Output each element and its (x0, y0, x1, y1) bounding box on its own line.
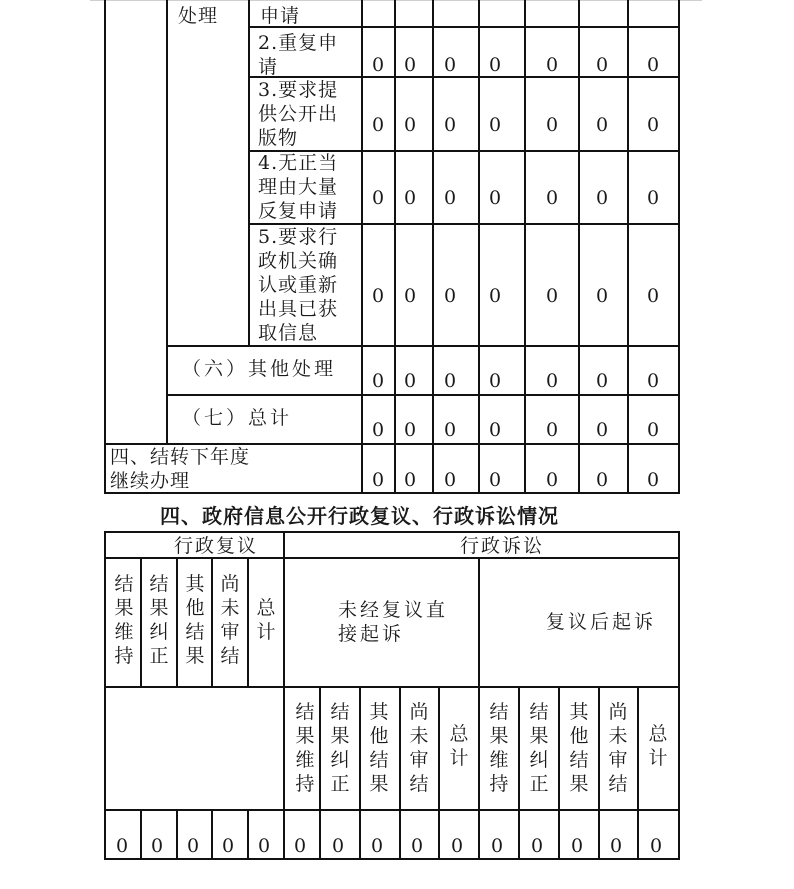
table-cell-value: 0 (443, 114, 457, 136)
table-cell-value: 0 (545, 419, 559, 441)
table-cell-value: 0 (570, 835, 584, 857)
row-label-carry-line2: 继续办理 (110, 470, 191, 492)
col-review-total: 总计 (256, 597, 276, 643)
col-review-upheld: 结果维持 (114, 573, 134, 667)
col-direct-pending: 尚未审结 (409, 701, 429, 795)
grid-line-horizontal (104, 809, 680, 811)
row-label-other-processing: （六）其他处理 (182, 358, 337, 380)
sub-row-label-line: 出具已获 (258, 298, 339, 320)
sub-row-label-line: 取信息 (258, 322, 319, 344)
grid-line-horizontal (248, 26, 680, 28)
table-cell-value: 0 (371, 187, 385, 209)
table-cell-value: 0 (488, 285, 502, 307)
table-cell-value: 0 (403, 419, 417, 441)
table-cell-value: 0 (488, 187, 502, 209)
grid-line-vertical (176, 809, 178, 860)
table-cell-value: 0 (410, 835, 424, 857)
table-cell-value: 0 (545, 187, 559, 209)
table-cell-value: 0 (371, 285, 385, 307)
header-direct-suit: 未经复议直接起诉 (338, 599, 449, 645)
grid-line-vertical (319, 686, 321, 860)
col-after-other: 其他结果 (569, 701, 589, 795)
table-cell-value: 0 (595, 469, 609, 491)
table-cell-value: 0 (649, 835, 663, 857)
table-cell-value: 0 (646, 54, 660, 76)
table-cell-value: 0 (443, 370, 457, 392)
col-after-corrected: 结果纠正 (529, 701, 549, 795)
table-cell-value: 0 (257, 835, 271, 857)
grid-line-vertical (524, 0, 526, 494)
grid-line-vertical (637, 686, 639, 860)
table-cell-value: 0 (443, 54, 457, 76)
table-cell-value: 0 (115, 835, 129, 857)
table-cell-value: 0 (595, 419, 609, 441)
table-cell-value: 0 (646, 370, 660, 392)
table-cell-value: 0 (186, 835, 200, 857)
table-cell-value: 0 (530, 835, 544, 857)
table-cell-value: 0 (371, 54, 385, 76)
sub-row-label-line: 政机关确 (258, 250, 339, 272)
table-cell-value: 0 (221, 835, 235, 857)
table-cell-value: 0 (595, 187, 609, 209)
sub-row-label-line: 理由大量 (258, 176, 339, 198)
table-cell-value: 0 (293, 835, 307, 857)
table-cell-value: 0 (488, 419, 502, 441)
table-cell-value: 0 (595, 54, 609, 76)
table-cell-value: 0 (443, 419, 457, 441)
sub-row-label-line: 2.重复申 (258, 32, 339, 54)
grid-line-vertical (140, 557, 142, 688)
grid-line-vertical (211, 809, 213, 860)
table-cell-value: 0 (150, 835, 164, 857)
grid-line-vertical (518, 686, 520, 860)
table-cell-value: 0 (646, 114, 660, 136)
grid-line-vertical (166, 0, 168, 445)
row-label-process: 处理 (178, 5, 219, 27)
grid-line-horizontal (104, 492, 680, 494)
grid-line-vertical (678, 531, 680, 860)
grid-line-vertical (247, 809, 249, 860)
grid-line-vertical (558, 686, 560, 860)
grid-line-vertical (359, 686, 361, 860)
grid-line-vertical (678, 0, 680, 494)
table-cell-value: 0 (371, 370, 385, 392)
col-direct-total: 总计 (449, 723, 469, 769)
col-review-corrected: 结果纠正 (149, 573, 169, 667)
table-cell-value: 0 (403, 114, 417, 136)
sub-row-label-line: 4.无正当 (258, 152, 339, 174)
table-cell-value: 0 (595, 370, 609, 392)
table-cell-value: 0 (545, 469, 559, 491)
table-cell-value: 0 (331, 835, 345, 857)
table-cell-value: 0 (403, 285, 417, 307)
grid-line-vertical (140, 809, 142, 860)
col-after-total: 总计 (648, 723, 668, 769)
grid-line-vertical (438, 686, 440, 860)
grid-line-horizontal (166, 345, 680, 347)
table-cell-value: 0 (488, 54, 502, 76)
grid-line-horizontal (104, 858, 680, 860)
grid-line-vertical (283, 531, 285, 860)
table-cell-value: 0 (403, 469, 417, 491)
table-cell-value: 0 (646, 419, 660, 441)
table-cell-value: 0 (371, 114, 385, 136)
table-cell-value: 0 (443, 285, 457, 307)
table-cell-value: 0 (490, 835, 504, 857)
table-cell-value: 0 (545, 370, 559, 392)
grid-line-horizontal (104, 686, 680, 688)
table-cell-value: 0 (646, 469, 660, 491)
grid-line-vertical (598, 686, 600, 860)
table-cell-value: 0 (488, 114, 502, 136)
table-cell-value: 0 (609, 835, 623, 857)
sub-row-label-line: 3.要求提 (258, 79, 339, 101)
grid-line-vertical (478, 557, 480, 860)
table-cell-value: 0 (450, 835, 464, 857)
header-after-review: 复议后起诉 (546, 611, 657, 633)
grid-line-vertical (578, 0, 580, 494)
sub-row-label-line: 请 (258, 56, 279, 78)
col-direct-corrected: 结果纠正 (330, 701, 350, 795)
table-cell-value: 0 (545, 285, 559, 307)
table-cell-value: 0 (403, 370, 417, 392)
table-cell-value: 0 (545, 54, 559, 76)
header-admin-review: 行政复议 (174, 535, 259, 557)
grid-line-vertical (394, 0, 396, 494)
sub-row-label-line: 反复申请 (258, 200, 339, 222)
col-direct-upheld: 结果维持 (295, 701, 315, 795)
table-cell-value: 0 (443, 187, 457, 209)
col-after-pending: 尚未审结 (608, 701, 628, 795)
table-cell-value: 0 (595, 114, 609, 136)
sub-row-label-line: 版物 (258, 127, 299, 149)
sub-row-label-line: 认或重新 (258, 274, 339, 296)
sub-row-label-line: 供公开出 (258, 103, 339, 125)
grid-line-vertical (211, 557, 213, 688)
table-cell-value: 0 (403, 187, 417, 209)
section-title: 四、政府信息公开行政复议、行政诉讼情况 (160, 504, 559, 528)
grid-line-vertical (627, 0, 629, 494)
table-cell-value: 0 (403, 54, 417, 76)
table-cell-value: 0 (488, 370, 502, 392)
page-edge (90, 0, 702, 1)
grid-line-vertical (104, 0, 106, 494)
grid-line-vertical (478, 0, 480, 494)
grid-line-vertical (104, 531, 106, 860)
grid-line-vertical (399, 686, 401, 860)
row-label-apply: 申请 (260, 5, 301, 27)
row-label-total: （七）总计 (182, 407, 293, 429)
grid-line-vertical (248, 0, 250, 347)
sub-row-label-line: 5.要求行 (258, 226, 339, 248)
grid-line-horizontal (166, 394, 680, 396)
grid-line-vertical (247, 557, 249, 688)
col-review-other: 其他结果 (185, 573, 205, 667)
col-direct-other: 其他结果 (369, 701, 389, 795)
col-review-pending: 尚未审结 (220, 573, 240, 667)
header-admin-litigation: 行政诉讼 (460, 535, 545, 557)
table-cell-value: 0 (595, 285, 609, 307)
table-cell-value: 0 (443, 469, 457, 491)
grid-line-horizontal (104, 531, 680, 533)
grid-line-vertical (361, 0, 363, 494)
table-cell-value: 0 (646, 187, 660, 209)
table-cell-value: 0 (371, 469, 385, 491)
grid-line-vertical (432, 0, 434, 494)
table-cell-value: 0 (371, 419, 385, 441)
table-cell-value: 0 (488, 469, 502, 491)
col-after-upheld: 结果维持 (489, 701, 509, 795)
grid-line-vertical (176, 557, 178, 688)
table-cell-value: 0 (545, 114, 559, 136)
row-label-carry-line1: 四、结转下年度 (110, 446, 251, 468)
table-cell-value: 0 (370, 835, 384, 857)
table-cell-value: 0 (646, 285, 660, 307)
